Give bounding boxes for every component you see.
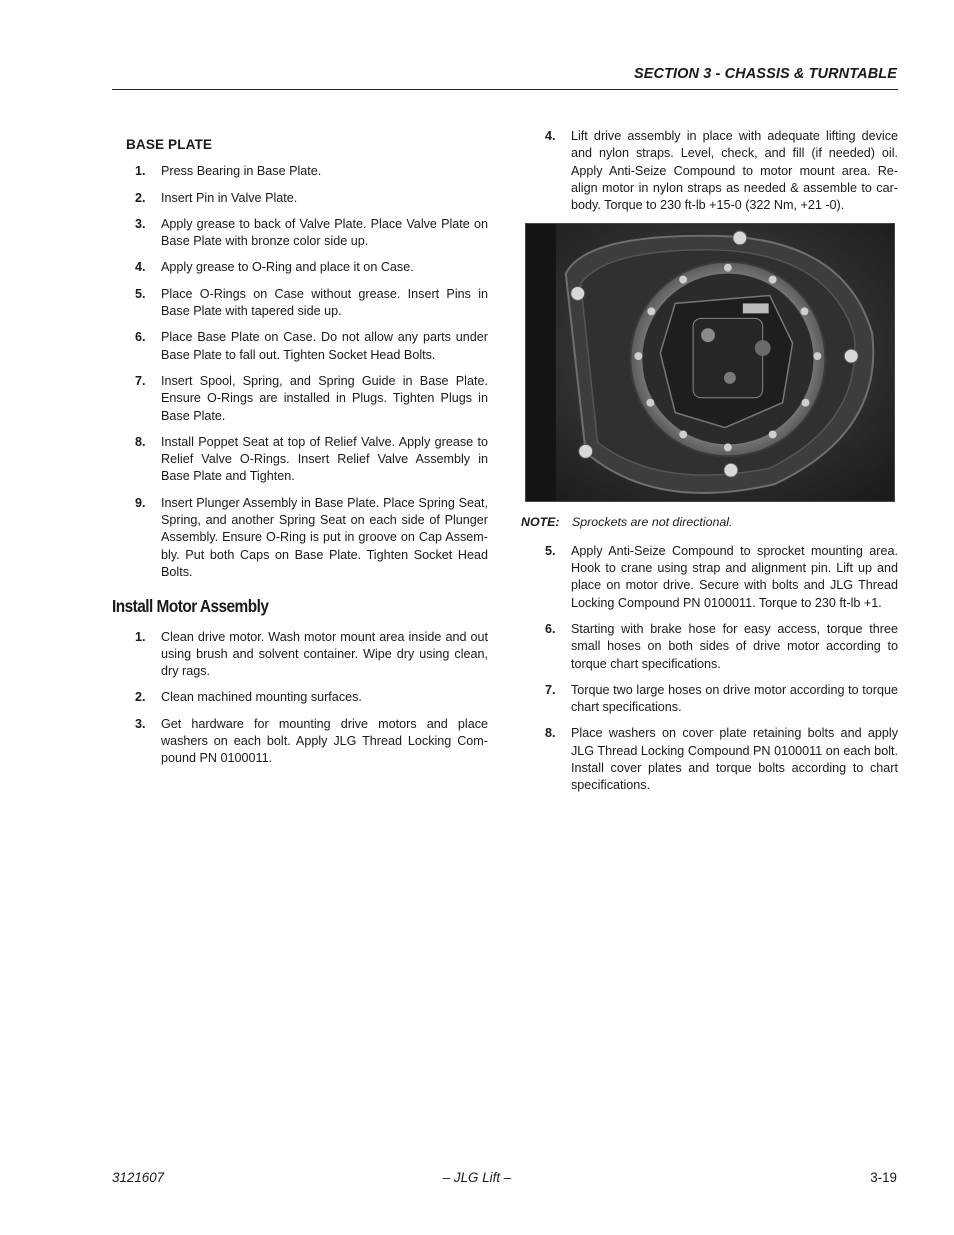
step-text: Clean machined mounting surfaces.	[161, 690, 362, 705]
list-item	[112, 259, 488, 276]
list-item	[112, 689, 488, 706]
step-number: 6.	[135, 330, 146, 345]
list-item	[112, 190, 488, 207]
step-text: Lift drive assembly in place with adequate lifting device and nylon straps. Level, check, and fill (if needed) oil. Apply Anti-Seize Compound to motor mount area. Re- align motor in nylon straps as needed & assemble to car- body. Torque to 230 ft-lb +15-0 (322 Nm, +21 -0).	[571, 129, 898, 213]
motor-steps-right-a	[521, 128, 898, 214]
right-column	[521, 128, 898, 804]
header-rule	[112, 89, 898, 90]
list-item	[112, 495, 488, 581]
step-number: 1.	[135, 164, 146, 179]
step-number: 7.	[135, 373, 146, 388]
list-item	[112, 216, 488, 251]
list-item	[112, 329, 488, 364]
step-number: 5.	[135, 286, 146, 301]
list-item	[112, 163, 488, 180]
step-text: Apply grease to back of Valve Plate. Place Valve Plate on Base Plate with bronze color side up.	[161, 216, 488, 249]
step-text: Install Poppet Seat at top of Relief Valve. Apply grease to Relief Valve O-Rings. Insert Relief Valve Assembly in Base Plate and Tighten.	[161, 434, 488, 484]
step-number: 5.	[545, 543, 556, 558]
list-item	[112, 373, 488, 425]
step-number: 4.	[135, 260, 146, 275]
step-number: 6.	[545, 621, 556, 636]
list-item	[521, 682, 898, 717]
step-text: Apply Anti-Seize Compound to sprocket mounting area. Hook to crane using strap and alignment pin. Lift up and place on motor drive. Secure with bolts and JLG Thread Locking Compound PN 0100011. Torque to 230 ft-lb +1.	[571, 543, 898, 610]
step-text: Place Base Plate on Case. Do not allow any parts under Base Plate to fall out. Tighten Socket Head Bolts.	[161, 330, 488, 362]
list-item	[521, 543, 898, 612]
left-column	[112, 128, 488, 777]
step-number: 2.	[135, 690, 146, 705]
step-text: Place washers on cover plate retaining bolts and apply JLG Thread Locking Compound PN 0100011 on each bolt. Install cover plates and torque bolts according to chart specifications.	[571, 726, 898, 793]
step-text: Insert Spool, Spring, and Spring Guide in Base Plate. Ensure O-Rings are installed in Plugs. Tighten Plugs in Base Plate.	[161, 373, 488, 423]
step-number: 7.	[545, 682, 556, 697]
step-number: 2.	[135, 190, 146, 205]
drive-motor-photo	[525, 223, 895, 502]
list-item	[521, 621, 898, 673]
step-text: Clean drive motor. Wash motor mount area inside and out using brush and solvent container. Wipe dry using clean, dry rags.	[161, 629, 488, 679]
step-number: 3.	[135, 716, 146, 731]
step-number: 3.	[135, 216, 146, 231]
step-number: 4.	[545, 129, 556, 143]
list-item	[112, 286, 488, 321]
footer-doc-number: 3121607	[112, 1170, 165, 1185]
footer-page-number: 3-19	[870, 1170, 897, 1185]
step-text: Press Bearing in Base Plate.	[161, 164, 322, 179]
note	[521, 514, 898, 531]
list-item	[112, 434, 488, 486]
step-text: Insert Pin in Valve Plate.	[161, 190, 298, 205]
footer-publisher: – JLG Lift –	[442, 1170, 512, 1185]
step-number: 8.	[135, 434, 146, 449]
base-plate-heading: BASE PLATE	[126, 137, 213, 152]
section-header-title: SECTION 3 - CHASSIS & TURNTABLE	[633, 66, 897, 82]
note-label: NOTE:	[521, 515, 560, 530]
step-text: Get hardware for mounting drive motors and place washers on each bolt. Apply JLG Thread Locking Com- pound PN 0100011.	[161, 716, 488, 766]
note-text: Sprockets are not directional.	[572, 515, 733, 530]
install-motor-heading: Install Motor Assembly	[112, 596, 269, 617]
motor-steps-right-b	[521, 543, 898, 795]
step-number: 1.	[135, 629, 146, 644]
step-text: Starting with brake hose for easy access, torque three small hoses on both sides of drive motor according to torque chart specifications.	[571, 621, 898, 671]
list-item	[521, 725, 898, 794]
list-item	[112, 629, 488, 681]
list-item	[521, 128, 898, 214]
base-plate-steps	[112, 163, 488, 581]
list-item	[112, 716, 488, 768]
step-number: 9.	[135, 495, 146, 510]
step-number: 8.	[545, 726, 556, 741]
step-text: Torque two large hoses on drive motor according to torque chart specifications.	[571, 682, 898, 715]
step-text: Place O-Rings on Case without grease. Insert Pins in Base Plate with tapered side up.	[161, 286, 488, 319]
step-text: Apply grease to O-Ring and place it on Case.	[161, 260, 414, 275]
motor-steps-left	[112, 629, 488, 768]
step-text: Insert Plunger Assembly in Base Plate. Place Spring Seat, Spring, and another Spring Seat on each side of Plunger Assembly. Ensure O-Ring is put in groove on Cap Assem- bly. Put both Caps on Base Plate. Tighten Socket Head Bolts.	[161, 495, 488, 579]
